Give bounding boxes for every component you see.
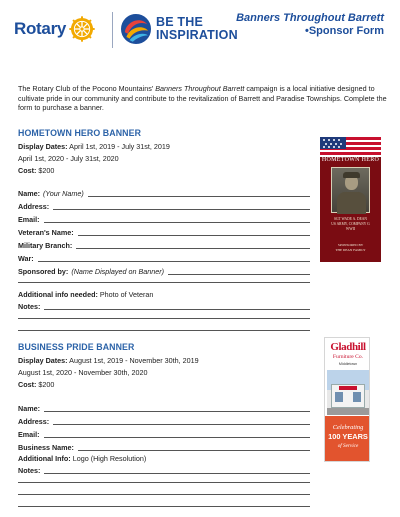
form-title-line-1: Banners Throughout Barrett [236, 12, 384, 24]
biz-notes-line[interactable] [44, 473, 310, 474]
hometown-dates-value-1: April 1st, 2019 - July 31st, 2019 [69, 142, 170, 151]
banner-sponsor-label: SPONSORED BY [337, 243, 364, 247]
biz-notes-label: Notes: [18, 466, 41, 475]
hero-notes-line[interactable] [44, 309, 310, 310]
biz-additional-value: Logo (High Resolution) [72, 454, 147, 463]
hero-sponsored-extra-line[interactable] [18, 282, 310, 283]
storefront-photo [327, 370, 369, 415]
hometown-cost-value: $200 [38, 166, 55, 175]
hero-sponsored-hint: (Name Displayed on Banner) [71, 267, 165, 276]
hero-additional-info [18, 290, 153, 299]
hero-email-line[interactable] [44, 222, 310, 223]
business-pride-title: BUSINESS PRIDE BANNER [18, 342, 135, 352]
hero-war-line[interactable] [38, 261, 310, 262]
header-divider [112, 12, 113, 48]
bti-line-2: INSPIRATION [156, 28, 238, 42]
business-dates-label: Display Dates: [18, 356, 68, 365]
rotary-logo [14, 14, 95, 44]
intro-paragraph [18, 84, 388, 113]
hometown-hero-banner-title: HOMETOWN HERO [321, 157, 380, 163]
biz-name-label: Name: [18, 404, 40, 413]
business-cost [18, 380, 54, 389]
biz-business-name-field[interactable] [18, 442, 310, 452]
biz-email-line[interactable] [44, 437, 310, 438]
hero-veteran-line[interactable] [78, 235, 310, 236]
hometown-cost-label: Cost: [18, 166, 37, 175]
gladhill-logo-sub: Furniture Co. [332, 354, 364, 360]
biz-name-line[interactable] [44, 411, 310, 412]
hero-name-field[interactable] [18, 188, 310, 198]
biz-name-field[interactable] [18, 403, 310, 413]
banner-sponsor-name: THE DEAN FAMILY [335, 247, 366, 252]
intro-campaign-name: Banners Throughout Barrett [155, 84, 245, 93]
hero-address-label: Address: [18, 202, 50, 211]
biz-address-field[interactable] [18, 416, 310, 426]
biz-business-name-label: Business Name: [18, 443, 74, 452]
biz-additional-label: Additional Info: [18, 454, 71, 463]
veteran-photo [331, 167, 370, 213]
biz-additional-info [18, 454, 146, 463]
veteran-caption-unit: US ARMY, COMPANY G [331, 221, 370, 226]
hero-sponsored-label: Sponsored by: [18, 267, 69, 276]
hero-sponsored-field[interactable] [18, 266, 310, 276]
biz-business-name-line[interactable] [78, 450, 310, 451]
biz-email-field[interactable] [18, 429, 310, 439]
hero-address-line[interactable] [53, 209, 310, 210]
veteran-caption [320, 217, 381, 231]
business-dates-value-1: August 1st, 2019 - November 30th, 2019 [69, 356, 199, 365]
hometown-cost [18, 166, 54, 175]
hero-name-line[interactable] [88, 196, 310, 197]
hero-additional-value: Photo of Veteran [99, 290, 154, 299]
biz-notes-field[interactable] [18, 465, 310, 475]
business-cost-label: Cost: [18, 380, 37, 389]
business-dates-2: August 1st, 2020 - November 30th, 2020 [18, 368, 148, 377]
hero-veteran-label: Veteran's Name: [18, 228, 74, 237]
intro-text-end: campaign is a local initiative designed to cultivate pride in our community and contribute to the revitalization of Barrett and Paradise Townships. Complete the form to purchase a banner. [18, 84, 387, 113]
biz-notes-line-2[interactable] [18, 482, 310, 483]
celebrating-text: Celebrating [332, 424, 364, 431]
hero-email-label: Email: [18, 215, 40, 224]
hero-email-field[interactable] [18, 214, 310, 224]
american-flag-icon [320, 137, 381, 157]
biz-notes-line-3[interactable] [18, 494, 310, 495]
hero-notes-label: Notes: [18, 302, 41, 311]
hero-war-field[interactable] [18, 253, 310, 263]
hero-branch-label: Military Branch: [18, 241, 73, 250]
biz-email-label: Email: [18, 430, 40, 439]
form-title-line-2: • Sponsor Form [236, 25, 384, 38]
biz-notes-line-4[interactable] [18, 506, 310, 507]
hometown-hero-title: HOMETOWN HERO BANNER [18, 128, 142, 138]
hero-name-hint: (Your Name) [42, 189, 84, 198]
banner-sponsor-caption [320, 243, 381, 252]
service-text: of Service [337, 443, 359, 449]
hero-name-label: Name: [18, 189, 40, 198]
biz-address-label: Address: [18, 417, 50, 426]
hero-branch-field[interactable] [18, 240, 310, 250]
hometown-dates-1 [18, 142, 170, 151]
bti-line-1: BE THE [156, 15, 204, 29]
gladhill-town: Middletown [338, 362, 358, 366]
years-text: 100 YEARS [328, 432, 368, 441]
hero-sponsored-line[interactable] [168, 274, 310, 275]
anniversary-band [325, 416, 370, 462]
hero-branch-line[interactable] [76, 248, 310, 249]
hero-war-label: War: [18, 254, 34, 263]
intro-text-start: The Rotary Club of the Pocono Mountains' [18, 84, 156, 93]
hero-veteran-field[interactable] [18, 227, 310, 237]
hero-address-field[interactable] [18, 201, 310, 211]
hometown-dates-2: April 1st, 2020 - July 31st, 2020 [18, 154, 119, 163]
hometown-hero-sample-banner [320, 137, 381, 262]
be-the-inspiration-logo [120, 12, 238, 46]
veteran-caption-war: WWII [345, 226, 356, 231]
veteran-caption-name: SGT WADE A. DEAN [333, 217, 367, 221]
business-cost-value: $200 [38, 380, 55, 389]
hero-notes-line-3[interactable] [18, 330, 310, 331]
form-title [236, 12, 384, 38]
rotary-wordmark: Rotary [14, 19, 67, 38]
business-dates-1 [18, 356, 199, 365]
hero-notes-field[interactable] [18, 301, 310, 311]
gladhill-logo-name: Gladhill [330, 341, 366, 353]
rotary-wheel-icon [69, 16, 95, 42]
hometown-dates-label: Display Dates: [18, 142, 68, 151]
hero-additional-label: Additional info needed: [18, 290, 98, 299]
business-pride-sample-banner [324, 337, 370, 462]
inspiration-swirl-icon [120, 12, 152, 46]
biz-address-line[interactable] [53, 424, 310, 425]
hero-notes-line-2[interactable] [18, 318, 310, 319]
